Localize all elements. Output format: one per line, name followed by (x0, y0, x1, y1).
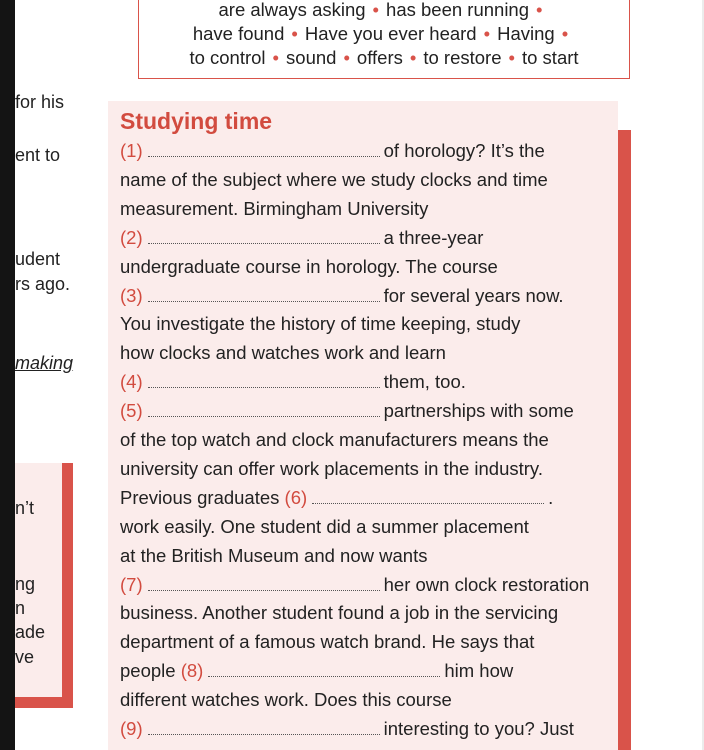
article-line: undergraduate course in horology. The course (120, 255, 498, 277)
article-text: interesting to you? Just (383, 718, 574, 739)
word-option: Have you ever heard (304, 23, 477, 44)
answer-blank[interactable] (148, 576, 380, 591)
word-box (138, 0, 630, 79)
answer-blank[interactable] (148, 373, 380, 388)
article-line: university can offer work placements in the industry. (120, 457, 543, 479)
answer-blank[interactable] (148, 287, 380, 302)
left-box-line: ve (15, 647, 35, 667)
left-box-line: n (15, 598, 26, 618)
gap-number: (6) (284, 486, 308, 508)
article-line: business. Another student found a job in the servicing (120, 602, 559, 624)
article-text: . (548, 486, 554, 508)
article-line (120, 371, 466, 393)
left-box-line: ng (15, 574, 36, 594)
article-text: people (120, 660, 181, 682)
gap-number: (5) (120, 400, 143, 422)
word-option: to restore (423, 47, 502, 68)
article-line: work easily. One student did a summer placement (120, 515, 529, 537)
article-line (120, 574, 589, 596)
article-text: of horology? It’s the (383, 140, 545, 161)
answer-blank[interactable] (208, 662, 440, 677)
bullet-separator: • (536, 0, 543, 20)
word-box-line (139, 23, 629, 45)
article-line: You investigate the history of time keeping, study (120, 313, 521, 335)
article-line: at the British Museum and now wants (120, 544, 428, 566)
bullet-separator: • (372, 0, 380, 20)
article-line (120, 718, 574, 740)
article-line (120, 285, 564, 307)
article-line: of the top watch and clock manufacturers means the (120, 429, 549, 450)
article-text: Previous graduates (120, 486, 285, 508)
article-text: a three-year (383, 226, 484, 248)
bullet-separator: • (409, 47, 417, 68)
bullet-separator: • (343, 47, 350, 68)
article-line (120, 227, 483, 249)
article-line: different watches work. Does this course (120, 689, 452, 711)
article-text: for several years now. (383, 284, 564, 306)
gap-number: (7) (120, 573, 143, 595)
article-text: partnerships with some (383, 400, 574, 422)
article-title: Studying time (120, 108, 273, 134)
bullet-separator: • (508, 47, 515, 68)
left-text-line: rs ago. (15, 274, 71, 294)
gap-number: (2) (120, 226, 143, 248)
bullet-separator: • (291, 23, 298, 44)
gap-number: (3) (120, 284, 143, 306)
gap-number: (4) (120, 371, 143, 393)
answer-blank[interactable] (148, 402, 380, 417)
word-option: to start (521, 47, 579, 68)
word-option: Having (497, 23, 555, 44)
left-text-line: for his (15, 92, 65, 112)
bullet-separator: • (561, 23, 569, 44)
article-text: him how (444, 660, 514, 682)
word-option: has been running (386, 0, 530, 20)
left-box-line: n’t (15, 498, 35, 518)
bullet-separator: • (272, 47, 280, 68)
word-box-line (139, 47, 629, 69)
word-option: offers (356, 47, 403, 68)
article-line: measurement. Birmingham University (120, 197, 429, 219)
word-option: sound (286, 47, 337, 68)
answer-blank[interactable] (148, 720, 380, 735)
left-exercise-box (15, 463, 73, 708)
article-text: her own clock restoration (383, 573, 590, 595)
article-line: name of the subject where we study clocks and time (120, 168, 548, 190)
left-text-line: making (15, 353, 74, 373)
word-option: to control (189, 47, 266, 68)
article-text: them, too. (383, 371, 466, 393)
left-text-line: udent (15, 249, 61, 269)
word-option: have found (192, 23, 285, 44)
answer-blank[interactable] (148, 142, 380, 157)
answer-blank[interactable] (312, 489, 544, 504)
word-box-line (139, 0, 629, 21)
bullet-separator: • (483, 23, 491, 44)
article-line (120, 400, 574, 422)
article-line: how clocks and watches work and learn (120, 342, 446, 364)
word-option: are always asking (218, 0, 366, 20)
left-box-line: ade (15, 622, 46, 642)
article-line (120, 487, 553, 509)
gap-number: (1) (120, 140, 143, 161)
answer-blank[interactable] (148, 229, 380, 244)
left-dark-edge (0, 0, 15, 750)
gap-number: (9) (120, 718, 143, 739)
article-line (120, 140, 545, 162)
left-text-line: ent to (15, 145, 61, 165)
article-line: department of a famous watch brand. He says that (120, 631, 535, 653)
gap-number: (8) (180, 660, 204, 682)
article-line (120, 660, 513, 682)
